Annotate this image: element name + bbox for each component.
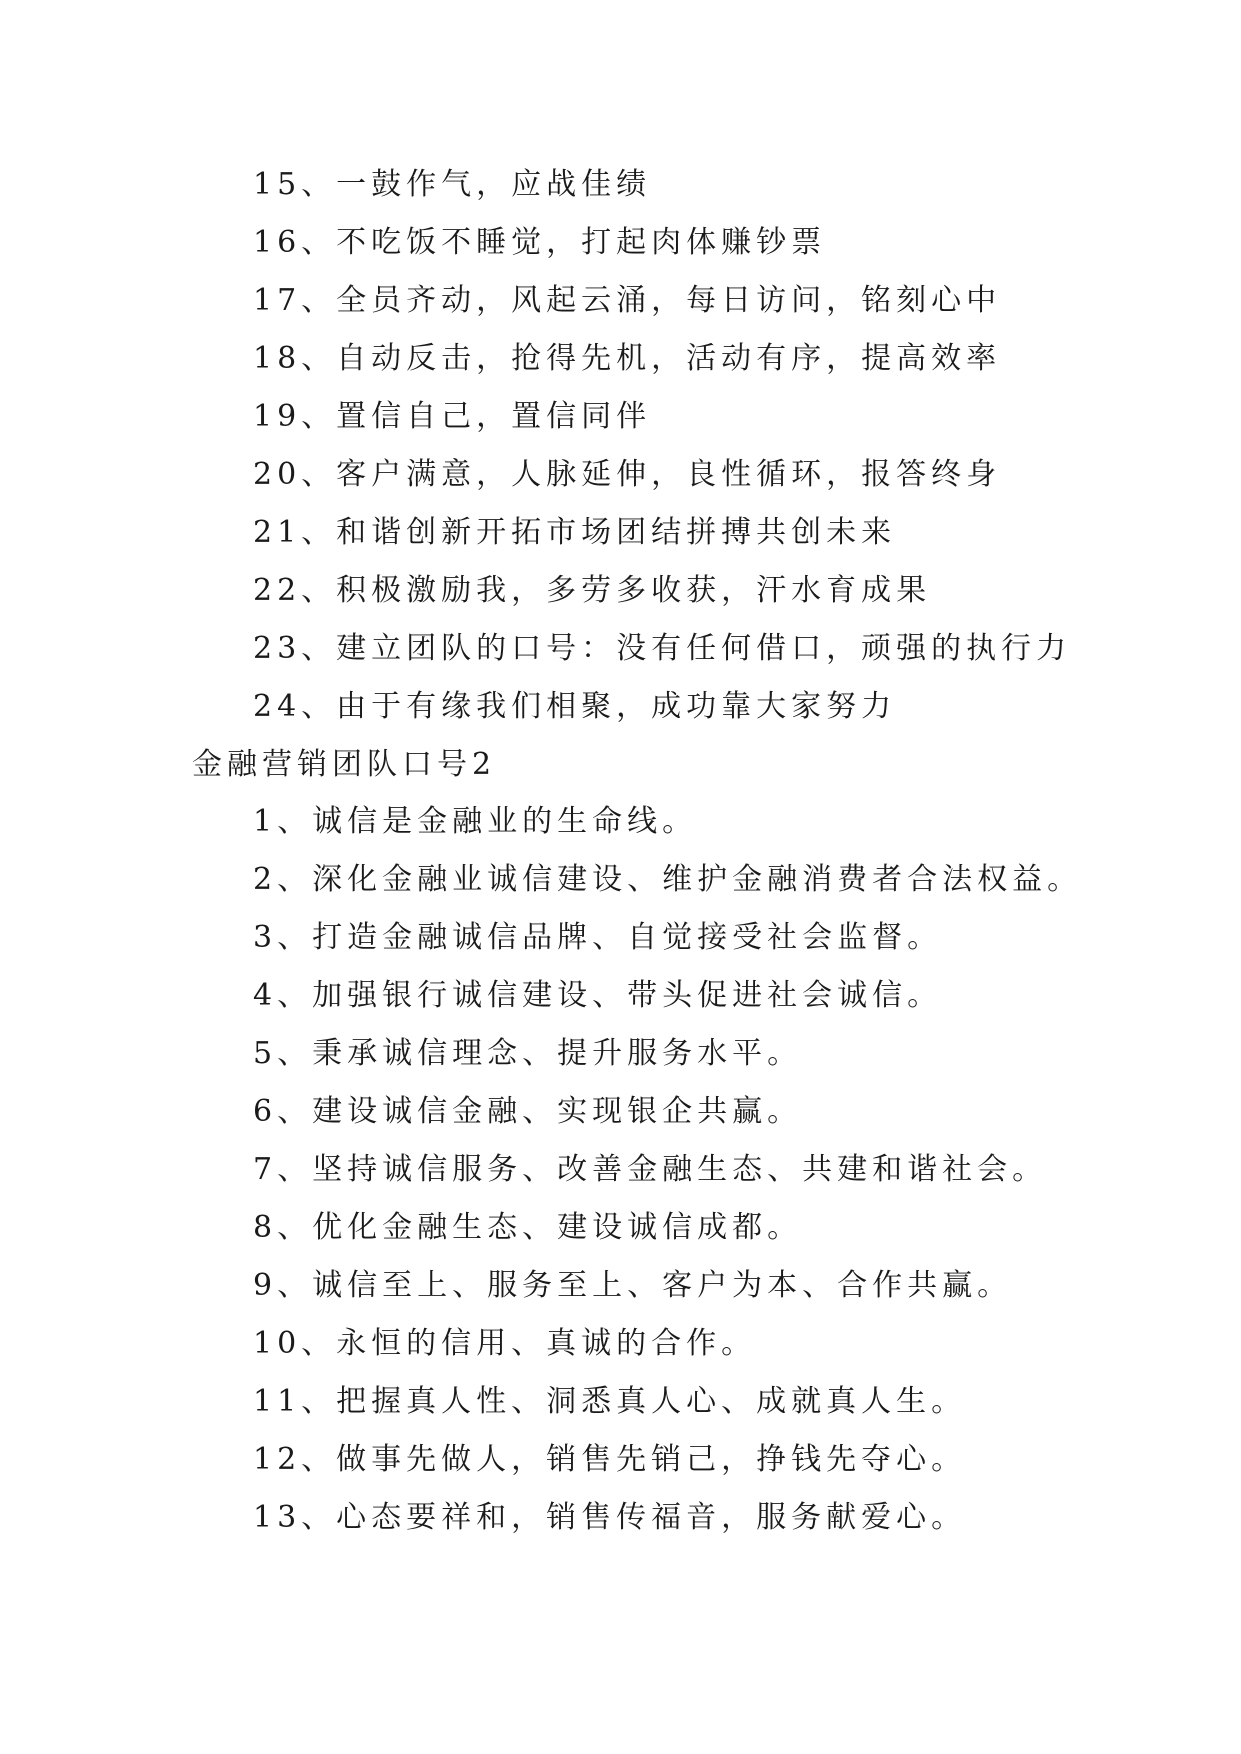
slogan-line: 1、诚信是金融业的生命线。 bbox=[253, 804, 698, 839]
slogan-line: 20、客户满意，人脉延伸，良性循环，报答终身 bbox=[253, 457, 1002, 492]
slogan-line: 8、优化金融生态、建设诚信成都。 bbox=[253, 1210, 803, 1245]
slogan-line: 13、心态要祥和，销售传福音，服务献爱心。 bbox=[253, 1500, 967, 1535]
slogan-line: 6、建设诚信金融、实现银企共赢。 bbox=[253, 1094, 803, 1129]
slogan-line: 5、秉承诚信理念、提升服务水平。 bbox=[253, 1036, 803, 1071]
slogan-line: 19、置信自己，置信同伴 bbox=[253, 399, 652, 434]
slogan-line: 2、深化金融业诚信建设、维护金融消费者合法权益。 bbox=[253, 862, 1083, 897]
slogan-line: 12、做事先做人，销售先销己，挣钱先夺心。 bbox=[253, 1442, 967, 1477]
slogan-line: 18、自动反击，抢得先机，活动有序，提高效率 bbox=[253, 341, 1002, 376]
slogan-line: 21、和谐创新开拓市场团结拼搏共创未来 bbox=[253, 515, 897, 550]
slogan-line: 15、一鼓作气，应战佳绩 bbox=[253, 167, 652, 202]
slogan-line: 16、不吃饭不睡觉，打起肉体赚钞票 bbox=[253, 225, 827, 260]
slogan-line: 24、由于有缘我们相聚，成功靠大家努力 bbox=[253, 689, 897, 724]
slogan-line: 11、把握真人性、洞悉真人心、成就真人生。 bbox=[253, 1384, 967, 1419]
slogan-line: 17、全员齐动，风起云涌，每日访问，铭刻心中 bbox=[253, 283, 1002, 318]
slogan-line: 22、积极激励我，多劳多收获，汗水育成果 bbox=[253, 573, 932, 608]
slogan-line: 10、永恒的信用、真诚的合作。 bbox=[253, 1326, 757, 1361]
section-heading: 金融营销团队口号2 bbox=[192, 747, 497, 782]
slogan-line: 23、建立团队的口号：没有任何借口，顽强的执行力 bbox=[253, 631, 1072, 666]
slogan-line: 3、打造金融诚信品牌、自觉接受社会监督。 bbox=[253, 920, 943, 955]
slogan-line: 7、坚持诚信服务、改善金融生态、共建和谐社会。 bbox=[253, 1152, 1048, 1187]
slogan-line: 4、加强银行诚信建设、带头促进社会诚信。 bbox=[253, 978, 943, 1013]
slogan-line: 9、诚信至上、服务至上、客户为本、合作共赢。 bbox=[253, 1268, 1013, 1303]
